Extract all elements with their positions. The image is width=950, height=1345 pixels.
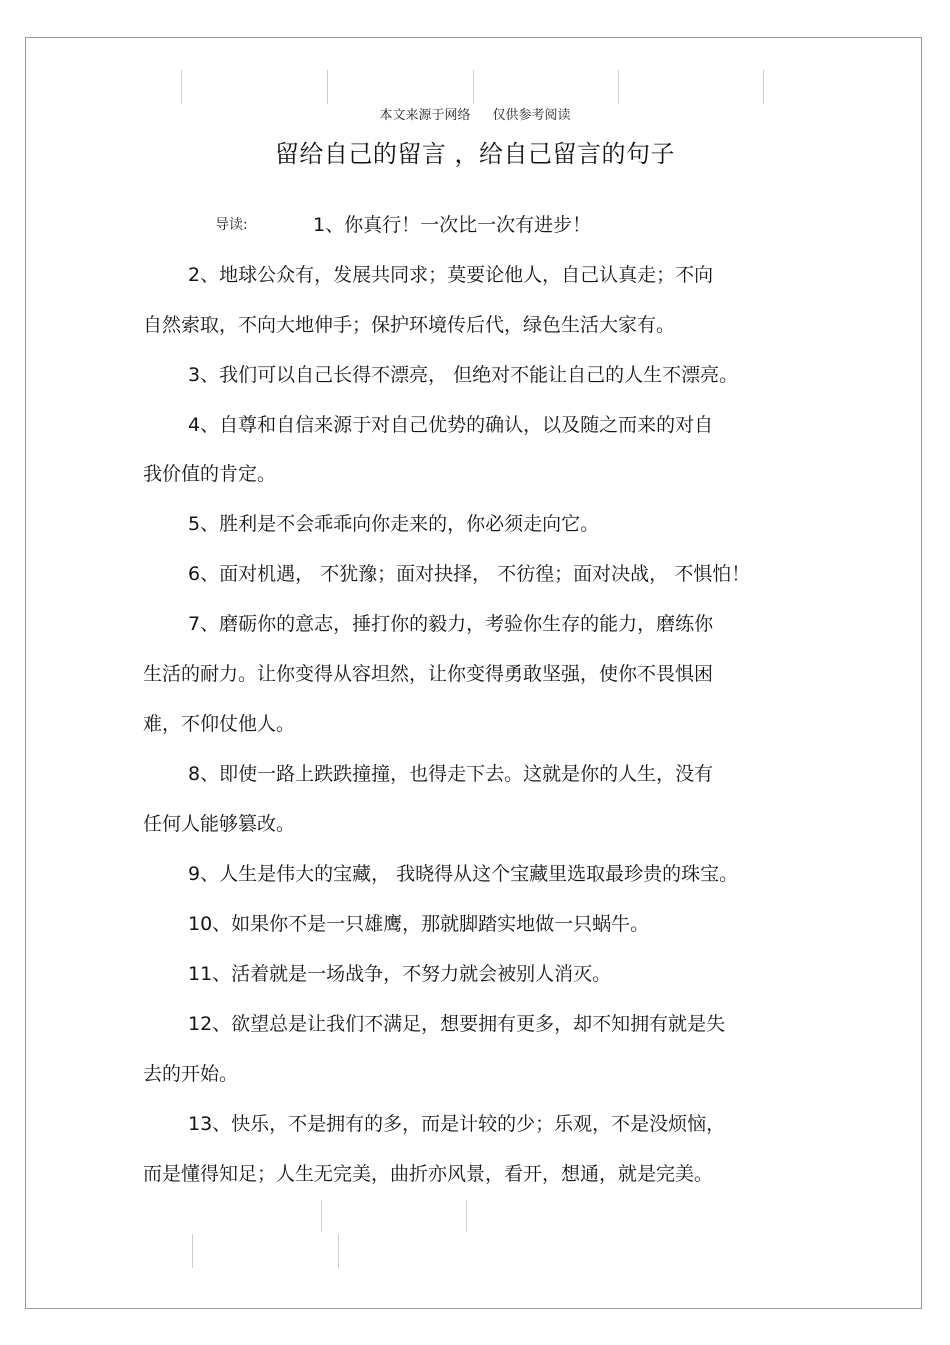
text-line: 4、自尊和自信来源于对自己优势的确认，以及随之而来的对自: [188, 414, 714, 436]
text-line: 13、快乐，不是拥有的多，而是计较的少；乐观，不是没烦恼，: [188, 1113, 726, 1135]
text-line: 7、磨砺你的意志，捶打你的毅力，考验你生存的能力，磨练你: [188, 613, 714, 635]
decor-line: [618, 70, 619, 104]
lead-first-line: 1、你真行！一次比一次有进步！: [313, 214, 592, 236]
text-line: 8、即使一路上跌跌撞撞，也得走下去。这就是你的人生，没有: [188, 763, 714, 785]
text-line: 3、我们可以自己长得不漂亮， 但绝对不能让自己的人生不漂亮。: [188, 364, 739, 386]
text-line: 11、活着就是一场战争，不努力就会被别人消灭。: [188, 963, 612, 985]
text-line: 10、如果你不是一只雄鹰，那就脚踏实地做一只蜗牛。: [188, 913, 650, 935]
text-line: 6、面对机遇， 不犹豫；面对抉择， 不彷徨；面对决战， 不惧怕！: [188, 563, 751, 585]
source-note-part1: 本文来源于网络: [379, 108, 471, 123]
lead-label: 导读:: [215, 217, 248, 233]
text-line: 12、欲望总是让我们不满足，想要拥有更多，却不知拥有就是失: [188, 1013, 726, 1035]
decor-line: [181, 70, 182, 104]
source-note-part2: 仅供参考阅读: [492, 108, 571, 123]
decor-line: [338, 1234, 339, 1268]
text-line: 5、胜利是不会乖乖向你走来的，你必须走向它。: [188, 513, 600, 535]
text-line: 自然索取，不向大地伸手；保护环境传后代，绿色生活大家有。: [143, 314, 676, 336]
text-line: 难，不仰仗他人。: [143, 713, 296, 735]
text-line: 生活的耐力。让你变得从容坦然，让你变得勇敢坚强，使你不畏惧困: [143, 663, 714, 685]
text-line: 我价值的肯定。: [143, 463, 277, 485]
document-title: 留给自己的留言 ，给自己留言的句子: [274, 140, 676, 168]
source-note: [0, 104, 950, 123]
text-line: 任何人能够篡改。: [143, 813, 296, 835]
decor-line: [327, 70, 328, 104]
text-line: 而是懂得知足；人生无完美，曲折亦风景，看开，想通，就是完美。: [143, 1163, 714, 1185]
text-line: 9、人生是伟大的宝藏， 我晓得从这个宝藏里选取最珍贵的珠宝。: [188, 863, 739, 885]
text-line: 2、地球公众有，发展共同求；莫要论他人，自己认真走；不向: [188, 264, 714, 286]
decor-line: [763, 70, 764, 104]
decor-line: [192, 1234, 193, 1268]
decor-line: [321, 1200, 322, 1232]
decor-line: [466, 1200, 467, 1232]
decor-line: [473, 70, 474, 104]
text-line: 去的开始。: [143, 1063, 239, 1085]
